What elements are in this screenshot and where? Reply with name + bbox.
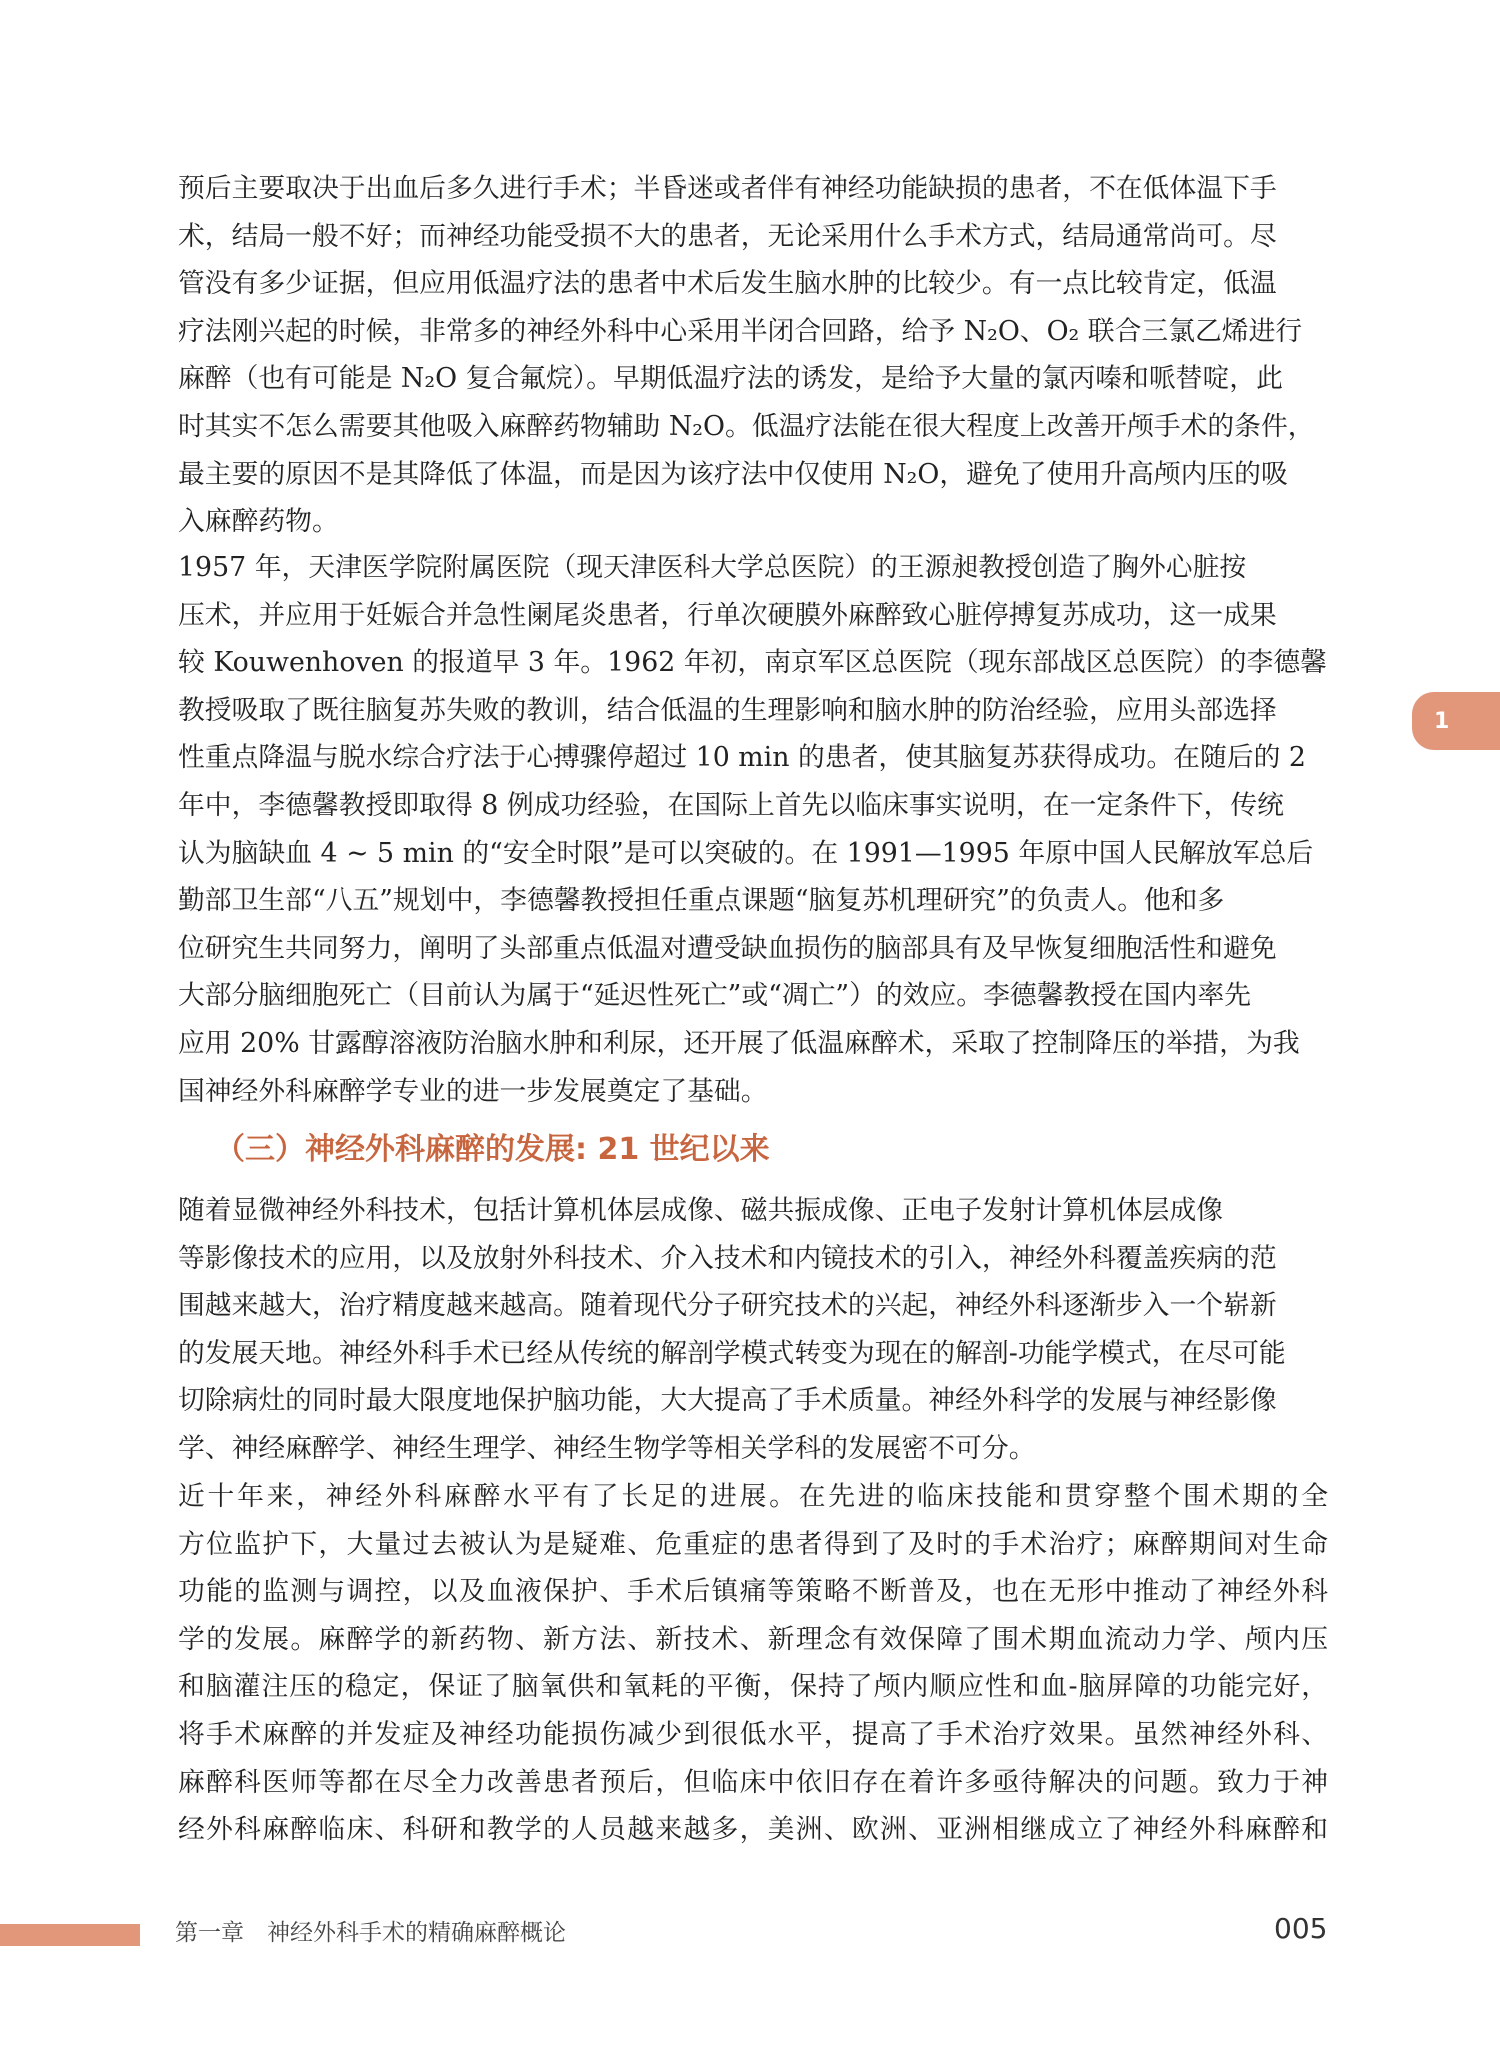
footer-chapter-title: 第一章 神经外科手术的精确麻醉概论	[175, 1920, 566, 1946]
text-line: 近十年来，神经外科麻醉水平有了长足的进展。在先进的临床技能和贯穿整个围术期的全	[178, 1481, 1328, 1512]
chapter-tab-number: 1	[1434, 708, 1450, 734]
text-line: 1957 年，天津医学院附属医院（现天津医科大学总医院）的王源昶教授创造了胸外心脏按	[178, 552, 1247, 583]
text-line: 入麻醉药物。	[178, 506, 339, 538]
text-line: 压术，并应用于妊娠合并急性阑尾炎患者，行单次硬膜外麻醉致心脏停搏复苏成功，这一成果	[178, 599, 1277, 631]
text-line: 最主要的原因不是其降低了体温，而是因为该疗法中仅使用 N₂O，避免了使用升高颅内压的吸	[178, 458, 1288, 490]
paragraph-2	[178, 544, 1328, 1115]
text-line: 的发展天地。神经外科手术已经从传统的解剖学模式转变为现在的解剖-功能学模式，在尽可能	[178, 1337, 1286, 1369]
paragraph-4	[178, 1473, 1328, 1854]
text-line: 等影像技术的应用，以及放射外科技术、介入技术和内镜技术的引入，神经外科覆盖疾病的范	[178, 1242, 1277, 1274]
text-line: 学、神经麻醉学、神经生理学、神经生物学等相关学科的发展密不可分。	[178, 1432, 1036, 1464]
text-line: 国神经外科麻醉学专业的进一步发展奠定了基础。	[178, 1075, 768, 1107]
section-heading: （三）神经外科麻醉的发展: 21 世纪以来	[215, 1132, 770, 1167]
text-line: 切除病灶的同时最大限度地保护脑功能，大大提高了手术质量。神经外科学的发展与神经影像	[178, 1385, 1277, 1417]
text-line: 方位监护下，大量过去被认为是疑难、危重症的患者得到了及时的手术治疗；麻醉期间对生命	[178, 1528, 1328, 1560]
text-line: 经外科麻醉临床、科研和教学的人员越来越多，美洲、欧洲、亚洲相继成立了神经外科麻醉和	[178, 1814, 1328, 1846]
text-line: 功能的监测与调控，以及血液保护、手术后镇痛等策略不断普及，也在无形中推动了神经外科	[178, 1576, 1328, 1608]
text-line: 较 Kouwenhoven 的报道早 3 年。1962 年初，南京军区总医院（现东部战区总医院）的李德馨	[178, 647, 1327, 679]
text-line: 勤部卫生部“八五”规划中，李德馨教授担任重点课题“脑复苏机理研究”的负责人。他和多	[178, 885, 1225, 917]
text-line: 位研究生共同努力，阐明了头部重点低温对遭受缺血损伤的脑部具有及早恢复细胞活性和避免	[178, 932, 1277, 964]
text-line: 应用 20% 甘露醇溶液防治脑水肿和利尿，还开展了低温麻醉术，采取了控制降压的举措，为我	[178, 1027, 1300, 1059]
chapter-tab	[1412, 692, 1500, 750]
text-line: 学的发展。麻醉学的新药物、新方法、新技术、新理念有效保障了围术期血流动力学、颅内压	[178, 1623, 1328, 1655]
text-line: 认为脑缺血 4 ~ 5 min 的“安全时限”是可以突破的。在 1991—1995 年原中国人民解放军总后	[178, 837, 1314, 869]
text-line: 随着显微神经外科技术，包括计算机体层成像、磁共振成像、正电子发射计算机体层成像	[178, 1195, 1224, 1226]
text-line: 性重点降温与脱水综合疗法于心搏骤停超过 10 min 的患者，使其脑复苏获得成功。在随后的 2	[178, 742, 1306, 774]
text-line: 预后主要取决于出血后多久进行手术；半昏迷或者伴有神经功能缺损的患者，不在低体温下手	[178, 173, 1277, 204]
footer-accent-bar	[0, 1924, 140, 1946]
text-line: 和脑灌注压的稳定，保证了脑氧供和氧耗的平衡，保持了颅内顺应性和血-脑屏障的功能完好，	[178, 1671, 1328, 1703]
text-line: 麻醉科医师等都在尽全力改善患者预后，但临床中依旧存在着许多亟待解决的问题。致力于神	[178, 1766, 1328, 1798]
text-line: 管没有多少证据，但应用低温疗法的患者中术后发生脑水肿的比较少。有一点比较肯定，低温	[178, 268, 1277, 300]
text-line: 大部分脑细胞死亡（目前认为属于“延迟性死亡”或“凋亡”）的效应。李德馨教授在国内率先	[178, 980, 1252, 1012]
text-line: 年中，李德馨教授即取得 8 例成功经验，在国际上首先以临床事实说明，在一定条件下，传统	[178, 789, 1284, 821]
paragraph-3	[178, 1187, 1328, 1473]
text-line: 时其实不怎么需要其他吸入麻醉药物辅助 N₂O。低温疗法能在很大程度上改善开颅手术的条件，	[178, 410, 1315, 442]
text-line: 麻醉（也有可能是 N₂O 复合氟烷）。早期低温疗法的诱发，是给予大量的氯丙嗪和哌替啶，此	[178, 363, 1283, 395]
text-line: 疗法刚兴起的时候，非常多的神经外科中心采用半闭合回路，给予 N₂O、O₂ 联合三氯乙烯进行	[178, 315, 1303, 347]
text-line: 将手术麻醉的并发症及神经功能损伤减少到很低水平，提高了手术治疗效果。虽然神经外科、	[178, 1718, 1328, 1750]
page-number: 005	[1274, 1912, 1328, 1945]
text-line: 围越来越大，治疗精度越来越高。随着现代分子研究技术的兴起，神经外科逐渐步入一个崭新	[178, 1290, 1277, 1322]
text-line: 术，结局一般不好；而神经功能受损不大的患者，无论采用什么手术方式，结局通常尚可。尽	[178, 220, 1277, 252]
paragraph-1	[178, 165, 1328, 546]
text-line: 教授吸取了既往脑复苏失败的教训，结合低温的生理影响和脑水肿的防治经验，应用头部选择	[178, 694, 1277, 726]
